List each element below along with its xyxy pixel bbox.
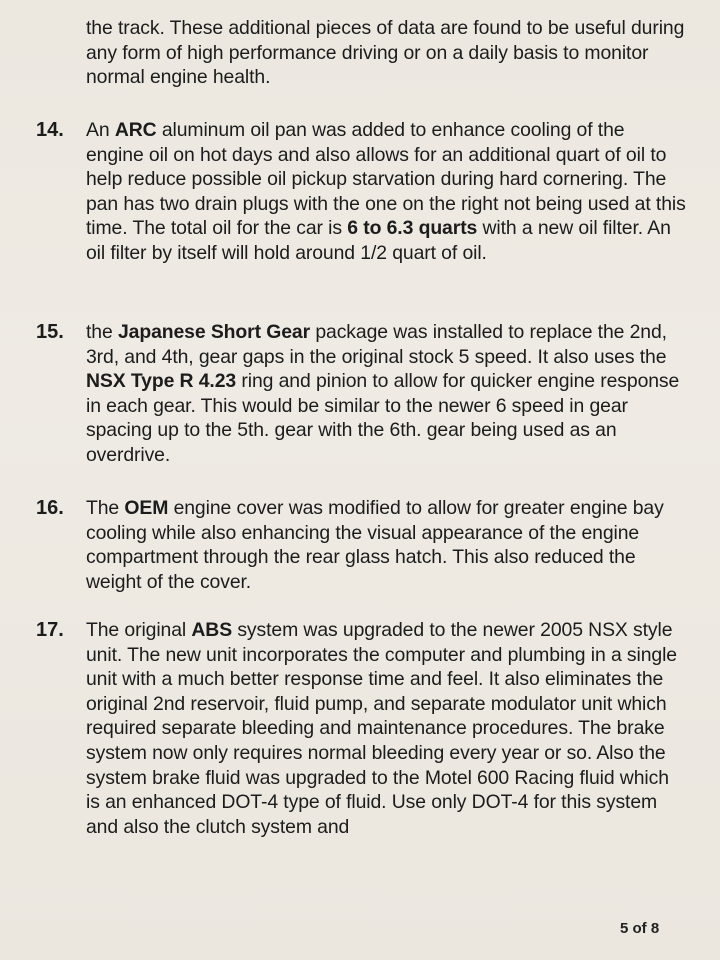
item-text: The original ABS system was upgraded to the newer 2005 NSX style unit. The new unit incorporates the computer and plumbing in a single unit with a much better response time and feel. It also eliminates the original 2nd reservoir, fluid pump, and separate modulator unit which required separate bleeding and maintenance procedures. The brake system now only requires normal bleeding every year or so. Also the system brake fluid was upgraded to the Motel 600 Racing fluid which is an enhanced DOT-4 type of fluid. Use only DOT-4 for this system and also the clutch system and — [86, 619, 677, 838]
item-number: 17. — [36, 619, 64, 641]
item-text: The OEM engine cover was modified to allow for greater engine bay cooling while also enhancing the visual appearance of the engine compartment through the rear glass hatch. This also reduced the weight of the cover. — [86, 497, 664, 593]
item-number: 14. — [36, 119, 64, 141]
item-number: 16. — [36, 497, 64, 519]
item-text: An ARC aluminum oil pan was added to enhance cooling of the engine oil on hot days and also allows for an additional quart of oil to help reduce possible oil pickup starvation during hard cornering. The pan has two drain plugs with the one on the right not being used at this time. The total oil for the car is 6 to 6.3 quarts with a new oil filter. An oil filter by itself will hold around 1/2 quart of oil. — [86, 119, 686, 264]
intro-text: the track. These additional pieces of data are found to be useful during any form of high performance driving or on a daily basis to monitor normal engine health. — [86, 17, 685, 89]
page-number: 5 of 8 — [620, 920, 660, 937]
item-text: the Japanese Short Gear package was installed to replace the 2nd, 3rd, and 4th, gear gaps in the original stock 5 speed. It also uses the NSX Type R 4.23 ring and pinion to allow for quicker engine response in each gear. This would be similar to the newer 6 speed in gear spacing up to the 5th. gear with the 6th. gear being used as an overdrive. — [86, 321, 680, 466]
item-number: 15. — [36, 321, 64, 343]
